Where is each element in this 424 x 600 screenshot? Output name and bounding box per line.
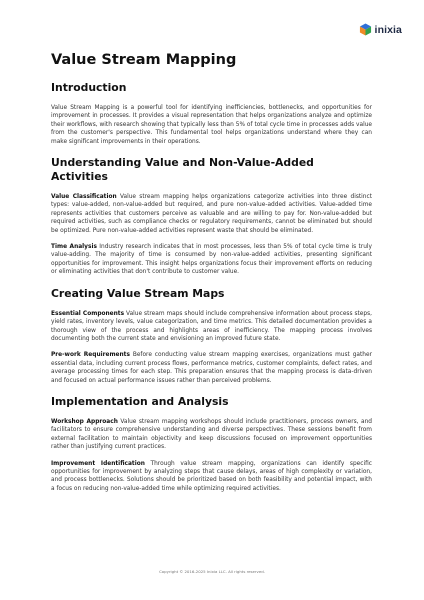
paragraph-label: Value Classification — [51, 194, 117, 201]
section-heading: Implementation and Analysis — [51, 394, 229, 408]
copyright-footer: Copyright © 2016-2025 Inixia LLC. All rights reserved. — [159, 569, 265, 574]
paragraph-label: Pre-work Requirements — [51, 352, 130, 359]
section-paragraph — [51, 310, 372, 344]
section-paragraph — [51, 351, 372, 385]
section-paragraph — [51, 460, 372, 494]
brand-logo — [359, 23, 402, 36]
paragraph-text: Value stream mapping workshops should include practitioners, process owners, and facilitators to ensure comprehensive understanding and diverse perspectives. These sessions benefit from external facilitation to maintain objectivity and keep discussions focused on improvement opportunities rather than justifying current practices. — [51, 418, 373, 451]
document-body — [51, 51, 372, 493]
paragraph-label: Workshop Approach — [51, 418, 118, 425]
paragraph-text: Value stream maps should include comprehensive information about process steps, yield rates, inventory levels, value categorization, and time metrics. This detailed documentation provides a thorough view of the process and highlights areas of inefficiency. The mapping process involves documenting both the current state and envisioning an improved future state. — [51, 310, 372, 342]
section-paragraph — [51, 193, 372, 235]
section-paragraph — [51, 243, 372, 277]
intro-heading: Introduction — [51, 81, 127, 94]
logo-cube-icon — [359, 23, 372, 36]
paragraph-text: Industry research indicates that in most processes, less than 5% of total cycle time is truly value-adding. The majority of time is consumed by non-value-added activities, presenting significant opportunities for improvement. This insight helps organizations focus their improvement efforts on reducing or eliminating activities that don't contribute to customer value. — [51, 244, 372, 276]
section-paragraph — [51, 418, 372, 452]
section-heading: Understanding Value and Non-Value-Added Activities — [51, 156, 314, 184]
paragraph-text: Through value stream mapping, organizations can identify specific opportunities for improvement by analyzing steps that cause delays, areas of high complexity or variation, and process bottlenecks. Solutions should be prioritized based on both feasibility and potential impact, with a focus on reducing non-value-added time while optimizing required activities. — [51, 460, 372, 492]
paragraph-label: Improvement Identification — [51, 460, 145, 467]
paragraph-text: Before conducting value stream mapping exercises, organizations must gather essential data, including current process flows, performance metrics, customer complaints, defect rates, and average processing times for each step. This preparation ensures that the mapping process is data-driven and focused on actual performance issues rather than perceived problems. — [51, 352, 372, 384]
paragraph-label: Time Analysis — [51, 244, 97, 251]
paragraph-label: Essential Components — [51, 310, 125, 317]
brand-name: inixia — [374, 23, 402, 36]
section-heading: Creating Value Stream Maps — [51, 286, 225, 300]
paragraph-text: Value stream mapping helps organizations categorize activities into three distinct types: value-added, non-value-added but required, and pure non-value-added activities. Value-added time represents activities that customers perceive as valuable and are willing to pay for. Non-value-added but required activities, such as compliance checks or regulatory requirements, cannot be eliminated but should be optimized. Pure non-value-added activities represent waste that should be eliminated. — [51, 194, 372, 234]
intro-paragraph: Value Stream Mapping is a powerful tool for identifying inefficiencies, bottlenecks, and opportunities for improvement in processes. It provides a visual representation that helps organizations analyze and optimize their workflows, with research showing that typically less than 5% of total cycle time in processes adds value from the customer's perspective. This fundamental tool helps organizations understand where they can make significant improvements in their operations. — [51, 105, 372, 145]
page-title: Value Stream Mapping — [51, 52, 237, 68]
